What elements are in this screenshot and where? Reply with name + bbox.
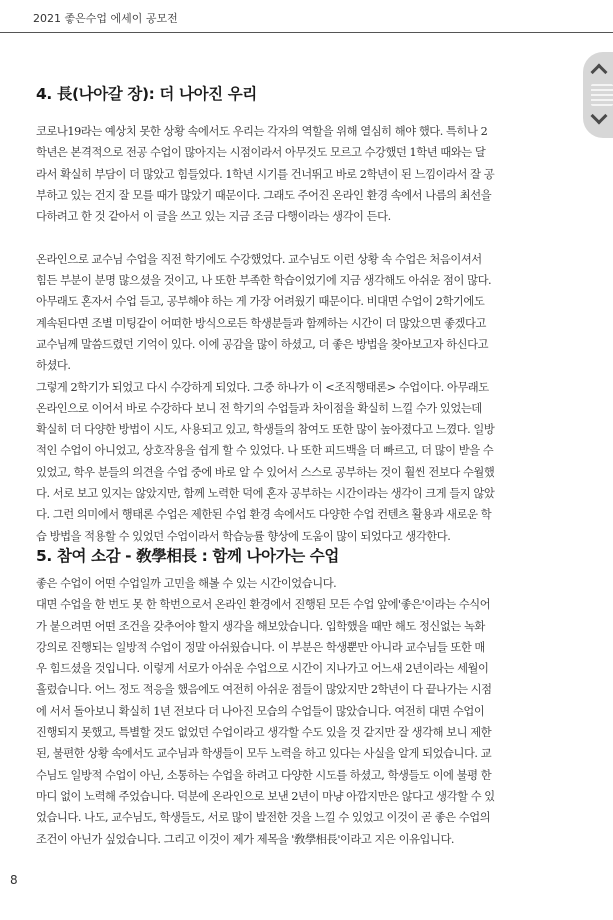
text-line: 우 힘드셨을 것입니다. 이렇게 서로가 아쉬운 수업으로 시간이 지나가고 어느새 2년이라는 세월이 <box>36 662 489 676</box>
text-line: 코로나19라는 예상치 못한 상황 속에서도 우리는 각자의 역할을 위해 열심히 해야 했다. 특히나 2 <box>36 125 488 138</box>
text-line: 흘렀습니다. 어느 정도 적응을 했음에도 여전히 아쉬운 점들이 많았지만 2학년이 다 끝나가는 시점 <box>36 683 492 697</box>
chevron-down-icon <box>591 108 608 125</box>
text-line: 적인 수업이 아니었고, 상호작용을 쉽게 할 수 있었다. 나 또한 피드백을 더 빠르고, 더 많이 받을 수 <box>36 444 494 458</box>
text-line: 힘든 부분이 분명 많으셨을 것이고, 나 또한 부족한 학습이었기에 지금 생각해도 아쉬운 점이 많다. <box>36 274 492 288</box>
text-line: 하셨다. <box>36 359 71 373</box>
text-line: 온라인으로 이어서 바로 수강하다 보니 전 학기의 수업들과 차이점을 확실히 느낄 수가 있었는데 <box>36 401 482 415</box>
text-line: 부하고 있는 건지 잘 모를 때가 많았기 때문이다. 그래도 주어진 온라인 환경 속에서 나름의 최선을 <box>36 188 492 202</box>
text-line: 교수님께 말씀드렸던 기억이 있다. 이에 공감을 많이 하셨고, 더 좋은 방법을 찾아보고자 하신다고 <box>36 337 489 351</box>
text-line: 계속된다면 조별 미팅같이 어떠한 방식으로든 학생분들과 함께하는 시간이 더 많았으면 좋겠다고 <box>36 316 486 330</box>
text-line: 조건이 아닌가 싶었습니다. 그리고 이것이 제가 제목을 '敎學相長'이라고 지은 이유입니다. <box>36 832 455 846</box>
text-line: 대면 수업을 한 번도 못 한 학번으로서 온라인 환경에서 진행된 모든 수업 앞에'좋은'이라는 수식어 <box>36 598 491 612</box>
text-line: 아무래도 혼자서 수업 듣고, 공부해야 하는 게 가장 어려웠기 때문이다. 비대면 수업이 2학기에도 <box>36 295 485 309</box>
text-line: 온라인으로 교수님 수업을 직전 학기에도 수강했었다. 교수님도 이런 상황 속 수업은 처음이셔서 <box>36 252 482 266</box>
lines-icon <box>591 84 613 106</box>
text-line: 다. 서로 보고 있지는 않았지만, 함께 노력한 덕에 혼자 공부하는 시간이라는 생각이 크게 들지 않았 <box>36 487 495 501</box>
text-line: 있었고, 학우 분들의 의견을 수업 중에 바로 알 수 있어서 스스로 공부하는 것이 훨씬 전보다 수월했 <box>36 465 495 479</box>
header-rule <box>0 32 613 33</box>
text-line: 다하려고 한 것 같아서 이 글을 쓰고 있는 지금 조금 다행이라는 생각이 든다. <box>36 210 391 224</box>
text-line: 강의로 진행되는 일방적 수업이 정말 아쉬웠습니다. 이 부분은 학생뿐만 아니라 교수님들 또한 매 <box>36 640 485 654</box>
text-line: 된, 불편한 상황 속에서도 교수님과 학생들이 모두 노력을 하고 있다는 사실을 알게 되었습니다. 교 <box>36 747 492 761</box>
section-5-heading: 5. 참여 소감 - 敎學相長 : 함께 나아가는 수업 <box>36 547 339 565</box>
text-line: 가 붙으려면 어떤 조건을 갖추어야 할지 생각을 해보았습니다. 입학했을 때만 해도 정신없는 녹화 <box>36 619 485 633</box>
chevron-up-icon <box>591 64 608 81</box>
text-line: 확실히 더 다양한 방법이 시도, 사용되고 있고, 학생들의 참여도 또한 많이 높아졌다고 느꼈다. 일방 <box>36 423 495 437</box>
text-line: 그렇게 2학기가 되었고 다시 수강하게 되었다. 그중 하나가 이 <조직행태론> 수업이다. 아무래도 <box>36 380 489 394</box>
page-number: 8 <box>10 873 18 887</box>
text-line: 라서 확실히 부담이 더 많았고 힘들었다. 1학년 시기를 건너뛰고 바로 2학년이 된 느낌이라서 잘 공 <box>36 167 495 181</box>
text-line: 수님도 일방적 수업이 아닌, 소통하는 수업을 하려고 다양한 시도를 하셨고, 학생들도 이에 불평 한 <box>36 768 492 782</box>
text-line: 학년은 본격적으로 전공 수업이 많아지는 시점이라서 아무것도 모르고 수강했던 1학년 때와는 달 <box>36 146 486 160</box>
text-line: 에 서서 돌아보니 확실히 1년 전보다 더 나아진 모습의 수업들이 많았습니다. 여전히 대면 수업이 <box>36 704 485 718</box>
text-line: 마디 없이 노력해 주었습니다. 덕분에 온라인으로 보낸 2년이 마냥 아깝지만은 않다고 생각할 수 있 <box>36 789 495 803</box>
text-line: 습 방법을 적용할 수 있었던 수업이라서 학습능률 향상에 도움이 많이 되었다고 생각한다. <box>36 529 451 543</box>
section-5-body <box>36 573 592 850</box>
text-line: 진행되지 못했고, 특별할 것도 없었던 수업이라고 생각할 수도 있을 것 같지만 잘 생각해 보니 제한 <box>36 726 492 740</box>
text-line: 좋은 수업이 어떤 수업일까 고민을 해볼 수 있는 시간이었습니다. <box>36 577 337 590</box>
section-4-heading: 4. 長(나아갈 장): 더 나아진 우리 <box>36 85 257 103</box>
text-line: 었습니다. 나도, 교수님도, 학생들도, 서로 많이 발전한 것을 느낄 수 있었고 이것이 곧 좋은 수업의 <box>36 811 491 825</box>
running-header: 2021 좋은수업 에세이 공모전 <box>33 12 178 25</box>
text-line: 다. 그런 의미에서 행태론 수업은 제한된 수업 환경 속에서도 다양한 수업 컨텐츠 활용과 새로운 학 <box>36 508 492 522</box>
section-4-body <box>36 121 592 547</box>
text-line <box>36 227 592 248</box>
